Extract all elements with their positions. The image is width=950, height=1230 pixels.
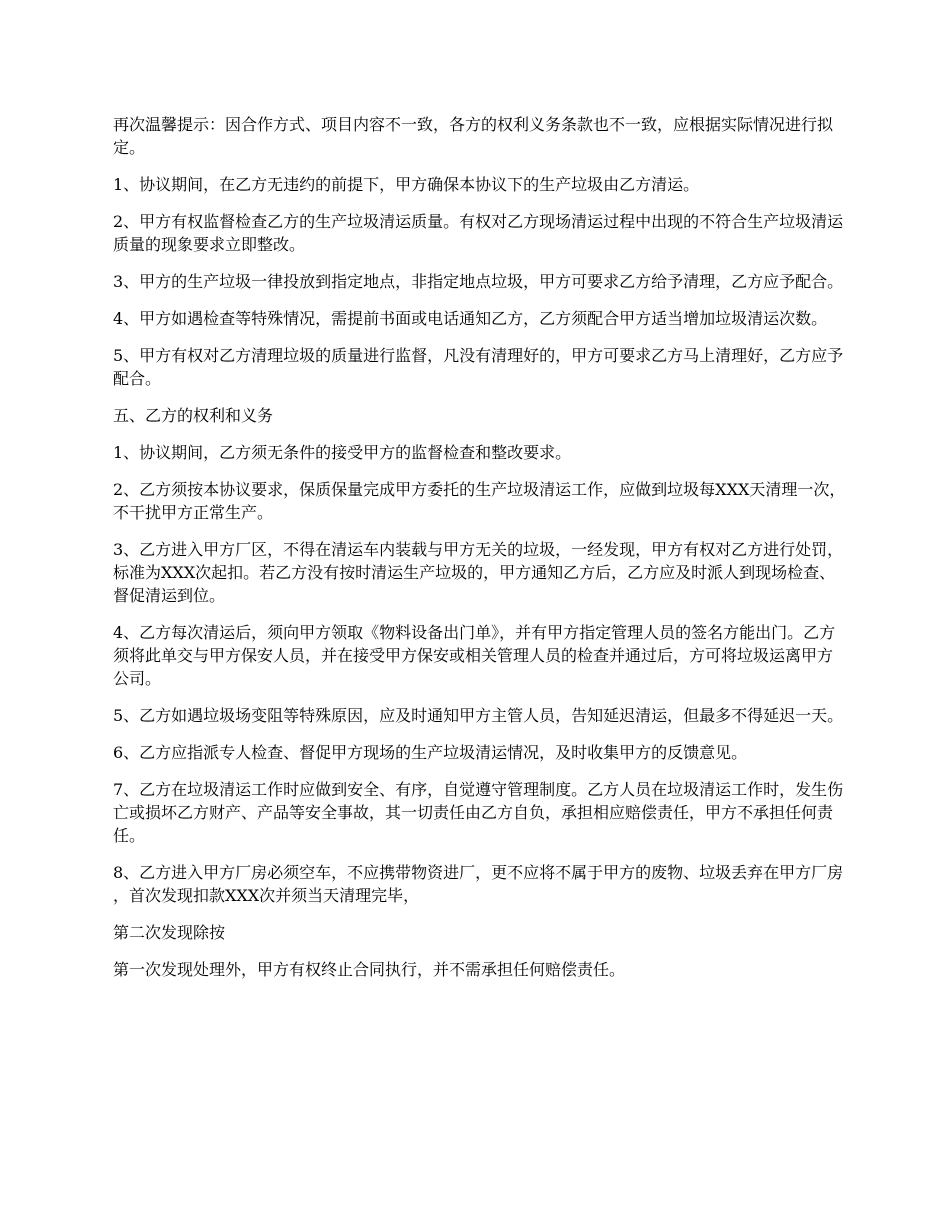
paragraph-clause-5: 5、甲方有权对乙方清理垃圾的质量进行监督，凡没有清理好的，甲方可要求乙方马上清理好，乙方应予配合。: [113, 346, 844, 388]
paragraph-clause-1: 1、协议期间，在乙方无违约的前提下，甲方确保本协议下的生产垃圾由乙方清运。: [113, 175, 700, 194]
paragraph-b-clause-2: 2、乙方须按本协议要求，保质保量完成甲方委托的生产垃圾清运工作，应做到垃圾每XXX天清理一次，不干扰甲方正常生产。: [113, 480, 846, 522]
paragraph-b-clause-6: 6、乙方应指派专人检查、督促甲方现场的生产垃圾清运情况，及时收集甲方的反馈意见。: [113, 743, 748, 762]
paragraph-b-clause-3: 3、乙方进入甲方厂区，不得在清运车内装载与甲方无关的垃圾，一经发现，甲方有权对乙方进行处罚，标准为XXX次起扣。若乙方没有按时清运生产垃圾的，甲方通知乙方后，乙方应及时派人到现场检查、督促清运到位。: [113, 540, 844, 605]
paragraph-b-clause-5: 5、乙方如遇垃圾场变阻等特殊原因，应及时通知甲方主管人员，告知延迟清运，但最多不得延迟一天。: [113, 706, 844, 725]
paragraph-b-clause-4: 4、乙方每次清运后，须向甲方领取《物料设备出门单》，并有甲方指定管理人员的签名方能出门。乙方须将此单交与甲方保安人员，并在接受甲方保安或相关管理人员的检查并通过后，方可将垃圾运离甲方公司。: [113, 623, 836, 688]
paragraph-clause-3: 3、甲方的生产垃圾一律投放到指定地点，非指定地点垃圾，甲方可要求乙方给予清理，乙方应予配合。: [113, 272, 844, 291]
paragraph-first-discovery: 第一次发现处理外，甲方有权终止合同执行，并不需承担任何赔偿责任。: [113, 960, 626, 979]
paragraph-second-discovery: 第二次发现除按: [113, 923, 226, 942]
paragraph-reminder: 再次温馨提示：因合作方式、项目内容不一致，各方的权利义务条款也不一致，应根据实际情况进行拟定。: [113, 115, 834, 157]
paragraph-clause-4: 4、甲方如遇检查等特殊情况，需提前书面或电话通知乙方，乙方须配合甲方适当增加垃圾清运次数。: [113, 309, 828, 328]
document-page: [113, 113, 848, 995]
paragraph-b-clause-8: 8、乙方进入甲方厂房必须空车，不应携带物资进厂，更不应将不属于甲方的废物、垃圾丢弃在甲方厂房，首次发现扣款XXX次并须当天清理完毕，: [113, 863, 844, 905]
paragraph-clause-2: 2、甲方有权监督检查乙方的生产垃圾清运质量。有权对乙方现场清运过程中出现的不符合生产垃圾清运质量的现象要求立即整改。: [113, 212, 844, 254]
paragraph-b-clause-1: 1、协议期间，乙方须无条件的接受甲方的监督检查和整改要求。: [113, 443, 572, 462]
section-heading-party-b: 五、乙方的权利和义务: [113, 406, 274, 425]
paragraph-b-clause-7: 7、乙方在垃圾清运工作时应做到安全、有序，自觉遵守管理制度。乙方人员在垃圾清运工作时，发生伤亡或损坏乙方财产、产品等安全事故，其一切责任由乙方自负，承担相应赔偿责任，甲方不承担任何责任。: [113, 780, 844, 845]
